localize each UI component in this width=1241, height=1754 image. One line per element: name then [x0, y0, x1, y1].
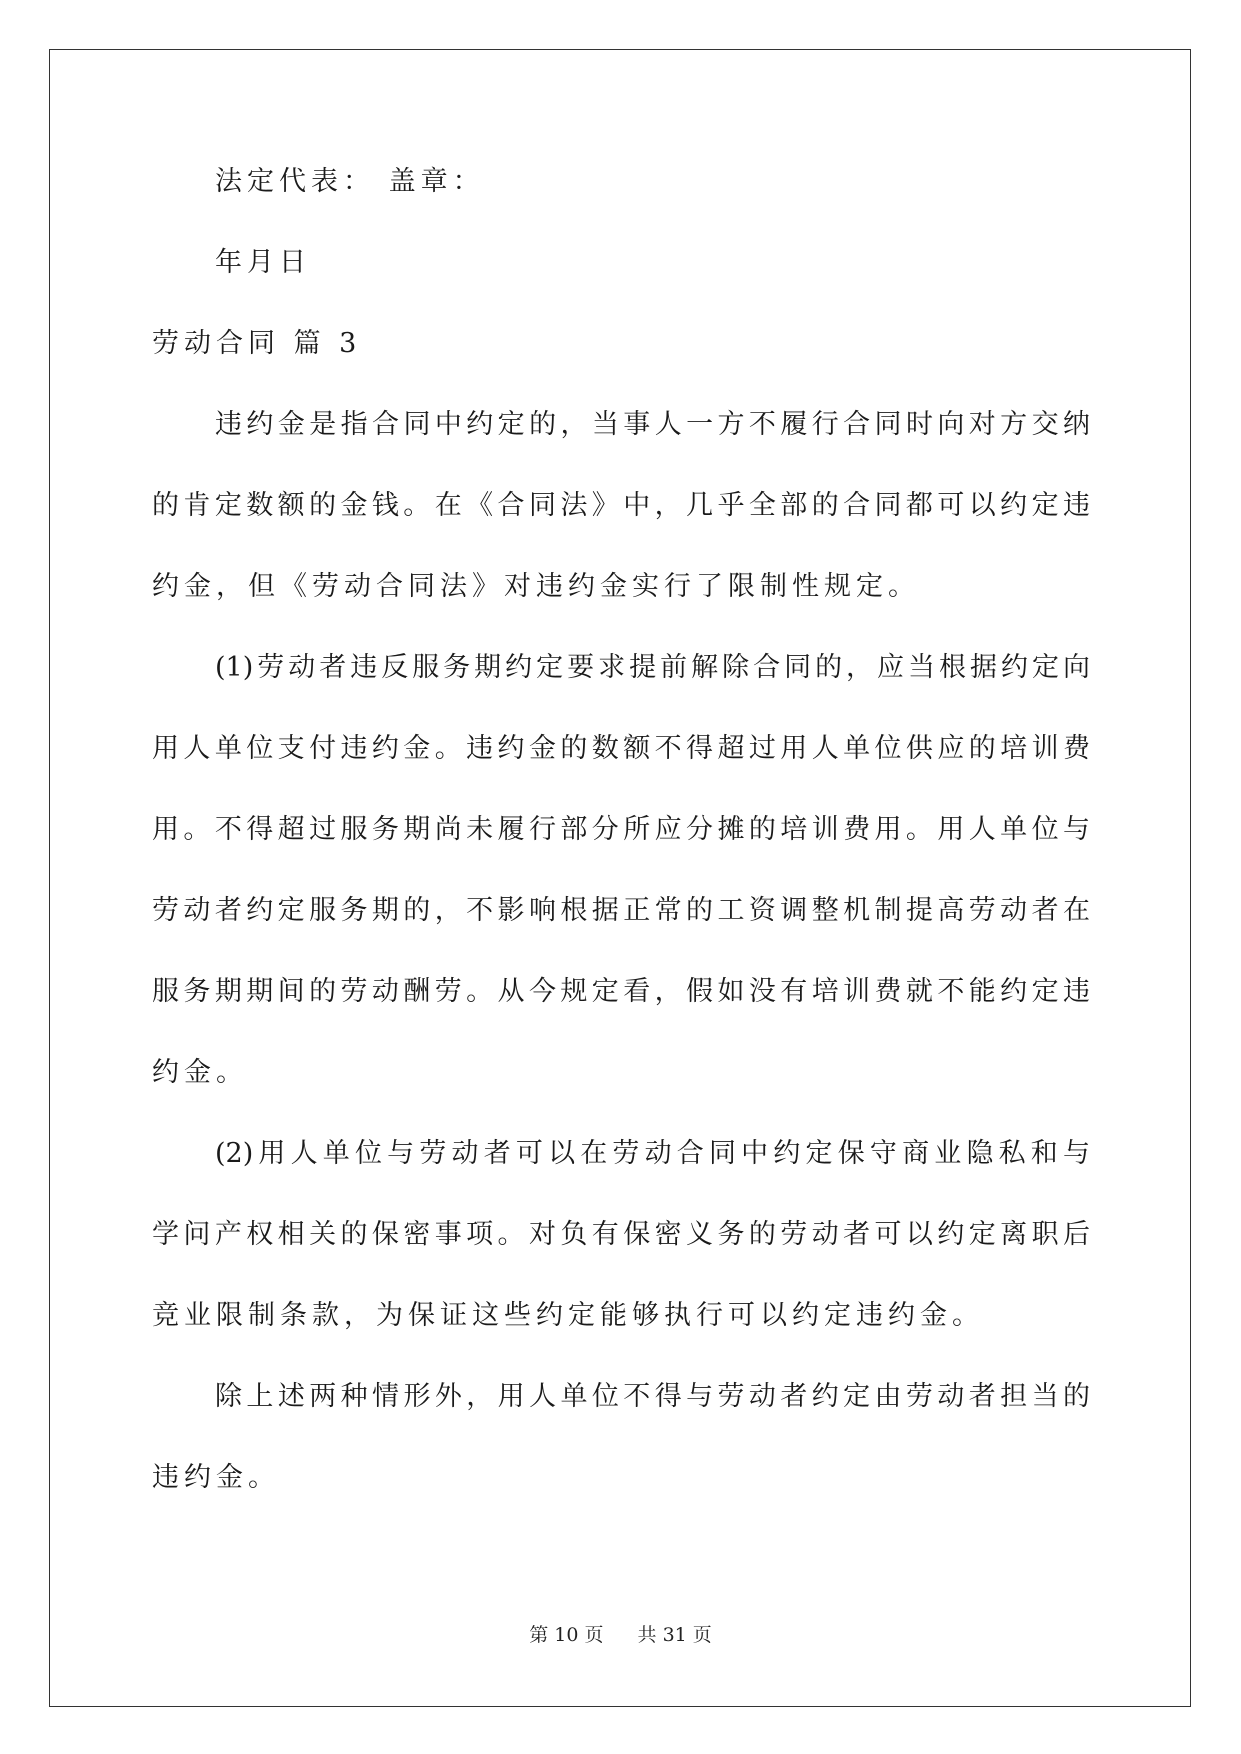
- paragraph: [152, 1376, 1090, 1498]
- paragraph: [152, 404, 1090, 607]
- paragraph: [152, 647, 1090, 1093]
- paragraph-line: 竞业限制条款，为保证这些约定能够执行可以约定违约金。: [152, 1300, 984, 1331]
- signature-line: 法定代表： 盖章：: [215, 166, 485, 197]
- date-line: 年月日: [215, 247, 311, 278]
- paragraph-line: 的肯定数额的金钱。在《合同法》中，几乎全部的合同都可以约定违: [152, 490, 1090, 521]
- paragraph-line: 用。不得超过服务期尚未履行部分所应分摊的培训费用。用人单位与: [152, 814, 1090, 845]
- page-number: 第 10 页: [529, 1624, 604, 1646]
- paragraph-line: 用人单位支付违约金。违约金的数额不得超过用人单位供应的培训费: [152, 733, 1090, 764]
- page-total: 共 31 页: [637, 1624, 712, 1646]
- paragraph-line: 除上述两种情形外，用人单位不得与劳动者约定由劳动者担当的: [215, 1381, 1090, 1412]
- page-footer: [0, 1620, 1241, 1647]
- section-heading: 劳动合同 篇 3: [152, 328, 362, 359]
- paragraph-line: 违约金是指合同中约定的，当事人一方不履行合同时向对方交纳: [215, 409, 1090, 440]
- paragraph-line: (2)用人单位与劳动者可以在劳动合同中约定保守商业隐私和与: [215, 1138, 1090, 1169]
- paragraph-line: (1)劳动者违反服务期约定要求提前解除合同的，应当根据约定向: [215, 652, 1090, 683]
- paragraph-line: 服务期期间的劳动酬劳。从今规定看，假如没有培训费就不能约定违: [152, 976, 1090, 1007]
- paragraph-line: 约金，但《劳动合同法》对违约金实行了限制性规定。: [152, 571, 920, 602]
- document-body: [152, 161, 1090, 1498]
- paragraph-line: 劳动者约定服务期的，不影响根据正常的工资调整机制提高劳动者在: [152, 895, 1090, 926]
- paragraph-line: 学问产权相关的保密事项。对负有保密义务的劳动者可以约定离职后: [152, 1219, 1090, 1250]
- paragraph-line: 违约金。: [152, 1462, 280, 1493]
- paragraph: [152, 1133, 1090, 1336]
- paragraph-line: 约金。: [152, 1057, 248, 1088]
